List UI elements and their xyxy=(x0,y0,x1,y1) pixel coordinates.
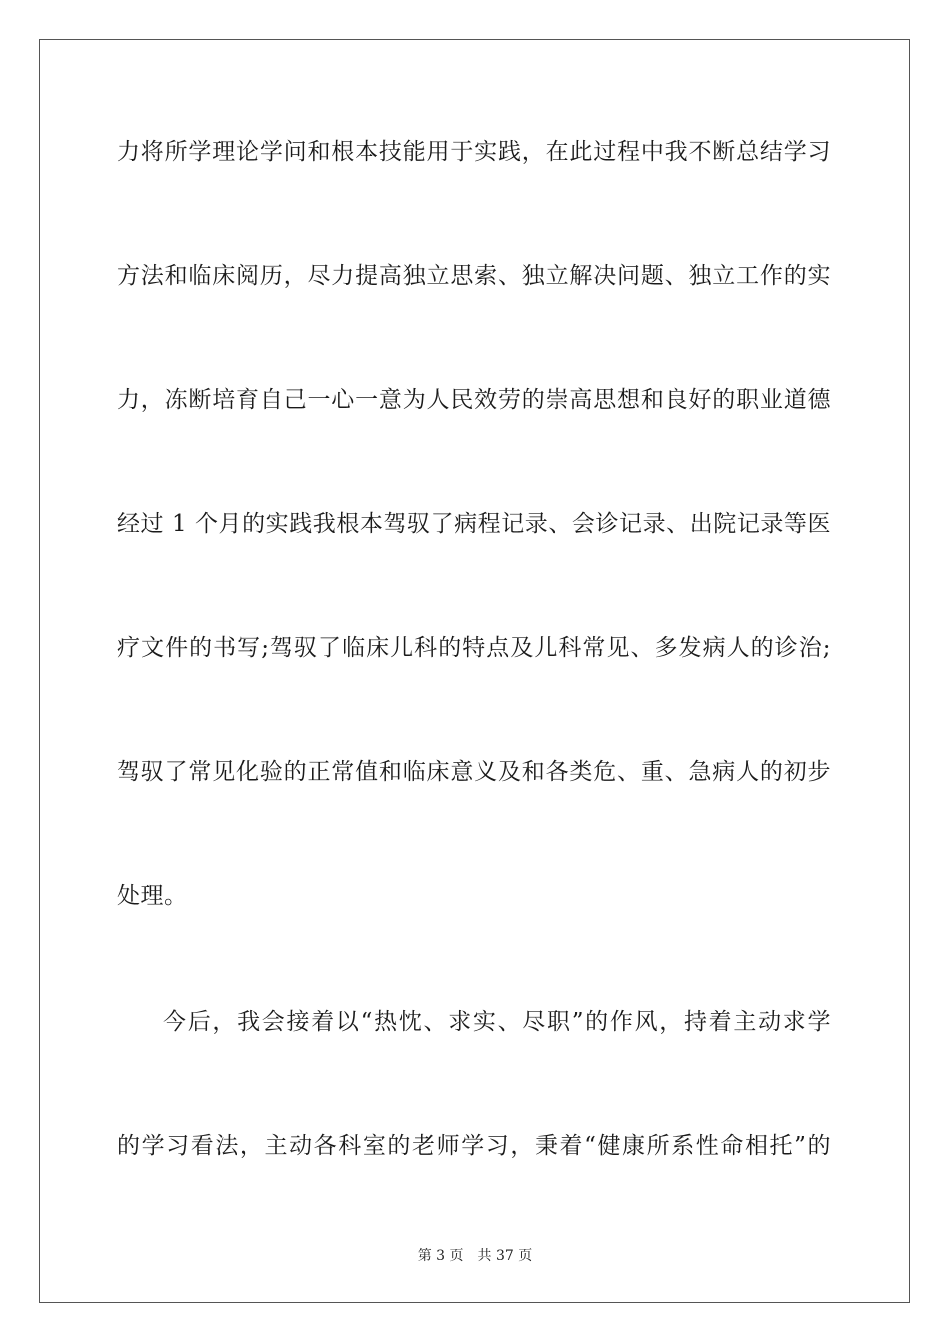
body-line-9: 的学习看法，主动各科室的老师学习，秉着“健康所系性命相托”的 xyxy=(117,1133,831,1159)
body-line-3: 力，冻断培育自己一心一意为人民效劳的崇高思想和良好的职业道德 xyxy=(117,387,831,413)
body-line-8: 今后，我会接着以“热忱、求实、尽职”的作风，持着主动求学 xyxy=(163,1009,831,1035)
body-line-2: 方法和临床阅历，尽力提高独立思索、独立解决问题、独立工作的实 xyxy=(117,263,831,289)
page-footer xyxy=(0,1246,950,1266)
body-line-7: 处理。 xyxy=(117,883,188,909)
body-line-4: 经过 1 个月的实践我根本驾驭了病程记录、会诊记录、出院记录等医 xyxy=(117,511,831,537)
body-line-1: 力将所学理论学问和根本技能用于实践，在此过程中我不断总结学习 xyxy=(117,139,831,165)
body-line-5: 疗文件的书写;驾驭了临床儿科的特点及儿科常见、多发病人的诊治; xyxy=(117,635,831,661)
total-pages: 共 37 页 xyxy=(477,1248,533,1264)
page-number: 第 3 页 xyxy=(417,1248,464,1264)
body-line-6: 驾驭了常见化验的正常值和临床意义及和各类危、重、急病人的初步 xyxy=(117,759,831,785)
page-border xyxy=(39,39,910,1303)
